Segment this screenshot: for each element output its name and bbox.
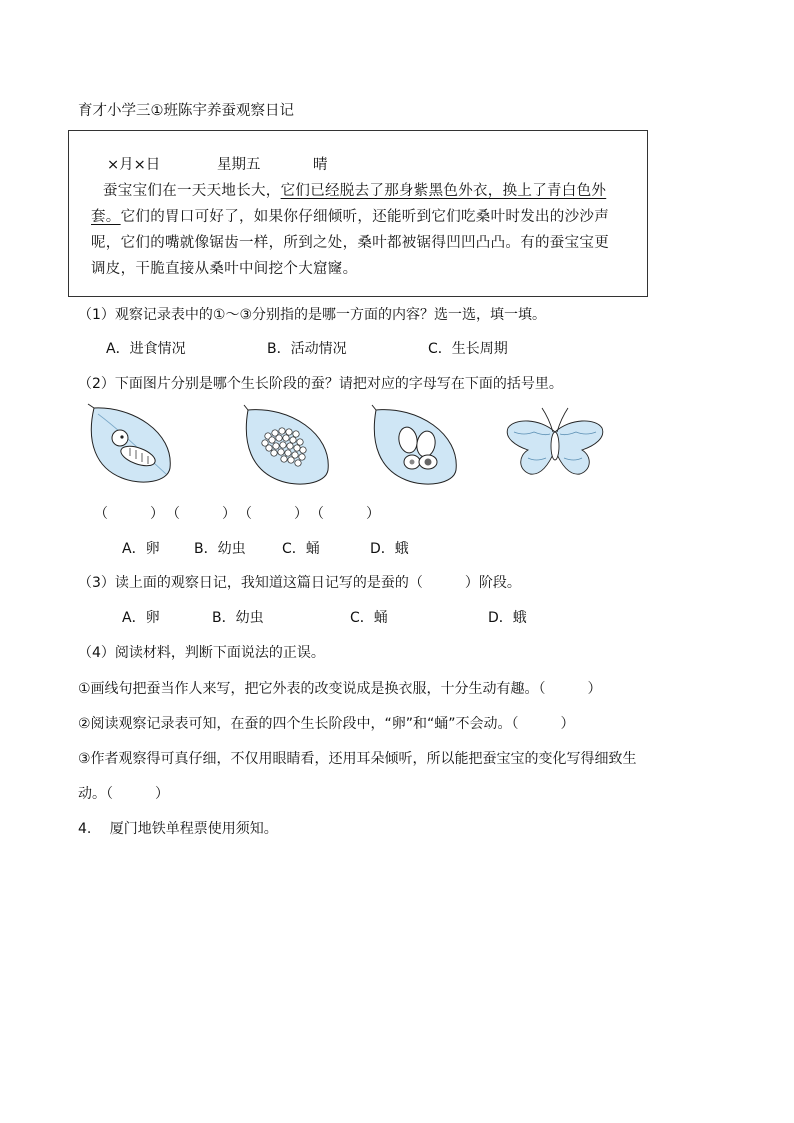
q2-option-a: A．卵 bbox=[122, 541, 160, 557]
q4-statement-2: ②阅读观察记录表可知，在蚕的四个生长阶段中，“卵”和“蛹”不会动。（ ） bbox=[78, 716, 575, 732]
q3-option-c: C．蛹 bbox=[350, 610, 388, 626]
q2-option-b: B．幼虫 bbox=[194, 541, 246, 557]
q2-option-c: C．蛹 bbox=[282, 541, 320, 557]
larva-leaf-image bbox=[82, 402, 178, 484]
q4-statement-3: ③作者观察得可真仔细，不仅用眼睛看，还用耳朵倾听，所以能把蚕宝宝的变化写得细致生 bbox=[78, 751, 637, 767]
diary-date: ×月×日 bbox=[107, 157, 161, 173]
moth-icon bbox=[507, 421, 603, 474]
cocoon-leaf-image bbox=[368, 402, 464, 488]
answer-blank-3[interactable]: （ ） bbox=[238, 506, 308, 522]
q1-option-c: C．生长周期 bbox=[428, 341, 508, 357]
eggs-leaf-image bbox=[240, 402, 336, 488]
q1-option-a: A．进食情况 bbox=[106, 341, 186, 357]
question-1: （1）观察记录表中的①～③分别指的是哪一方面的内容？选一选，填一填。 bbox=[78, 307, 547, 323]
answer-blank-2[interactable]: （ ） bbox=[166, 506, 236, 522]
diary-weather: 晴 bbox=[313, 157, 328, 173]
question-4: （4）阅读材料，判断下面说法的正误。 bbox=[78, 645, 325, 661]
diary-line-1 bbox=[103, 179, 606, 200]
page-title: 育才小学三①班陈宇养蚕观察日记 bbox=[78, 103, 294, 119]
q1-option-b: B．活动情况 bbox=[267, 341, 347, 357]
moth-image bbox=[500, 402, 610, 482]
q2-option-d: D．蛾 bbox=[370, 541, 409, 557]
q4-statement-1: ①画线句把蚕当作人来写，把它外表的改变说成是换衣服，十分生动有趣。（ ） bbox=[78, 681, 602, 697]
question-4-heading: 4. 厦门地铁单程票使用须知。 bbox=[78, 821, 278, 837]
diary-box bbox=[68, 130, 648, 297]
answer-blank-4[interactable]: （ ） bbox=[310, 506, 380, 522]
underlined-sentence-end: 套。 bbox=[91, 209, 121, 225]
q3-option-b: B．幼虫 bbox=[212, 610, 264, 626]
q3-option-a: A．卵 bbox=[122, 610, 160, 626]
question-2: （2）下面图片分别是哪个生长阶段的蚕？请把对应的字母写在下面的括号里。 bbox=[78, 376, 563, 392]
diary-weekday: 星期五 bbox=[217, 157, 261, 173]
q4-statement-3-cont: 动。（ ） bbox=[78, 786, 169, 802]
diary-text: 它们的胃口可好了，如果你仔细倾听，还能听到它们吃桑叶时发出的沙沙声 bbox=[120, 209, 610, 225]
diary-line-3: 呢，它们的嘴就像锯齿一样，所到之处，桑叶都被锯得凹凹凸凸。有的蚕宝宝更 bbox=[91, 235, 609, 251]
diary-line-2 bbox=[91, 205, 609, 226]
question-3: （3）读上面的观察日记，我知道这篇日记写的是蚕的（ ）阶段。 bbox=[78, 575, 521, 591]
diary-text: 蚕宝宝们在一天天地长大， bbox=[103, 183, 281, 199]
q3-option-d: D．蛾 bbox=[488, 610, 527, 626]
diary-line-4: 调皮，干脆直接从桑叶中间挖个大窟窿。 bbox=[91, 261, 358, 277]
underlined-sentence: 它们已经脱去了那身紫黑色外衣，换上了青白色外 bbox=[280, 183, 607, 199]
answer-blank-1[interactable]: （ ） bbox=[94, 506, 164, 522]
